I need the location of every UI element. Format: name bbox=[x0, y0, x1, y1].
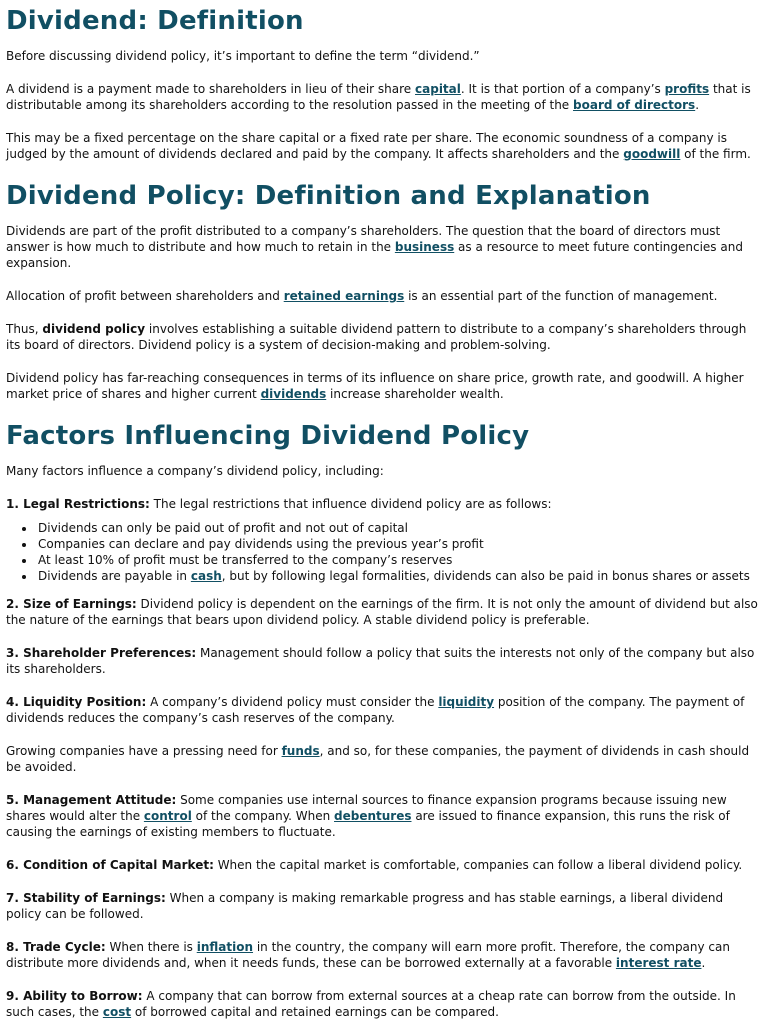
paragraph-thus-dividend-policy bbox=[6, 321, 762, 353]
factor-legal-restrictions bbox=[6, 496, 762, 512]
paragraph-dividend-soundness bbox=[6, 130, 762, 162]
text: A company that can borrow from external sources at a cheap rate can borrow from the outside. In such cases, the bbox=[6, 989, 736, 1019]
text: Thus, bbox=[6, 322, 43, 336]
text: Some companies use internal sources to finance expansion programs because issuing new shares would alter the bbox=[6, 793, 727, 823]
text: that is distributable among its shareholders according to the resolution passed in the meeting of the bbox=[6, 82, 751, 112]
paragraph-growing-companies bbox=[6, 743, 762, 775]
factor-label: 8. Trade Cycle: bbox=[6, 940, 106, 954]
factor-shareholder-preferences bbox=[6, 645, 762, 677]
text: of the firm. bbox=[680, 147, 751, 161]
factor-stability-of-earnings bbox=[6, 890, 762, 922]
text: as a resource to meet future contingencies and expansion. bbox=[6, 240, 743, 270]
text: A company’s dividend policy must consider the bbox=[146, 695, 439, 709]
text: Management should follow a policy that suits the interests not only of the company but also its shareholders. bbox=[6, 646, 755, 676]
paragraph-factors-intro: Many factors influence a company’s dividend policy, including: bbox=[6, 464, 384, 478]
text: are issued to finance expansion, this runs the risk of causing the earnings of existing members to fluctuate. bbox=[6, 809, 730, 839]
text: Dividend policy is dependent on the earnings of the firm. It is not only the amount of dividend but also the nature of the earnings that bears upon dividend policy. A stable dividend policy is preferable. bbox=[6, 597, 758, 627]
factor-liquidity-position bbox=[6, 694, 762, 726]
link-control[interactable]: control bbox=[143, 809, 192, 823]
list-item bbox=[36, 568, 762, 584]
factor-trade-cycle bbox=[6, 939, 762, 971]
factor-label: 3. Shareholder Preferences: bbox=[6, 646, 197, 660]
text: is an essential part of the function of management. bbox=[404, 289, 718, 303]
text: When a company is making remarkable progress and has stable earnings, a liberal dividend policy can be followed. bbox=[6, 891, 724, 921]
text: of the company. When bbox=[191, 809, 335, 823]
link-debentures[interactable]: debentures bbox=[334, 809, 412, 823]
link-funds[interactable]: funds bbox=[281, 744, 320, 758]
text: When the capital market is comfortable, companies can follow a liberal dividend policy. bbox=[213, 858, 743, 872]
factor-label: 2. Size of Earnings: bbox=[6, 597, 137, 611]
factor-size-of-earnings bbox=[6, 596, 762, 628]
paragraph-dividend-meaning bbox=[6, 81, 762, 113]
text: Dividends are payable in bbox=[38, 569, 191, 583]
paragraph-allocation bbox=[6, 288, 762, 304]
text: , and so, for these companies, the payment of dividends in cash should be avoided. bbox=[6, 744, 750, 774]
paragraph-intro: Before discussing dividend policy, it’s important to define the term “dividend.” bbox=[6, 49, 480, 63]
list-item: • Companies can declare and pay dividends using the previous year’s profit bbox=[36, 536, 762, 552]
link-retained-earnings[interactable]: retained earnings bbox=[283, 289, 405, 303]
link-cash[interactable]: cash bbox=[190, 569, 222, 583]
factor-label: 1. Legal Restrictions: bbox=[6, 497, 150, 511]
link-dividends[interactable]: dividends bbox=[260, 387, 327, 401]
text: involves establishing a suitable dividend pattern to distribute to a company’s shareholders through its board of directors. Dividend policy is a system of decision-making and problem-solving. bbox=[6, 322, 747, 352]
text: Dividends are part of the profit distributed to a company’s shareholders. The question that the board of directors must answer is how much to distribute and how much to retain in the bbox=[6, 224, 721, 254]
text: . bbox=[701, 956, 706, 970]
link-liquidity[interactable]: liquidity bbox=[438, 695, 495, 709]
link-board-of-directors[interactable]: board of directors bbox=[573, 98, 696, 112]
factor-label: 5. Management Attitude: bbox=[6, 793, 177, 807]
text: Allocation of profit between shareholders and bbox=[6, 289, 284, 303]
list-item: • Dividends can only be paid out of profit and not out of capital bbox=[36, 520, 762, 536]
link-capital[interactable]: capital bbox=[415, 82, 461, 96]
text: , but by following legal formalities, dividends can also be paid in bonus shares or assets bbox=[221, 569, 750, 583]
factor-ability-to-borrow bbox=[6, 988, 762, 1020]
heading-factors: Factors Influencing Dividend Policy bbox=[6, 421, 530, 451]
heading-dividend-policy: Dividend Policy: Definition and Explanation bbox=[6, 181, 651, 211]
text: of borrowed capital and retained earnings can be compared. bbox=[131, 1005, 499, 1019]
link-goodwill[interactable]: goodwill bbox=[623, 147, 681, 161]
factor-management-attitude bbox=[6, 792, 762, 840]
text: Growing companies have a pressing need for bbox=[6, 744, 282, 758]
factor-label: 6. Condition of Capital Market: bbox=[6, 858, 214, 872]
text: The legal restrictions that influence dividend policy are as follows: bbox=[149, 497, 552, 511]
factor-label: 7. Stability of Earnings: bbox=[6, 891, 166, 905]
link-inflation[interactable]: inflation bbox=[196, 940, 254, 954]
text: . bbox=[695, 98, 700, 112]
text: A dividend is a payment made to shareholders in lieu of their share bbox=[6, 82, 416, 96]
bold-dividend-policy: dividend policy bbox=[42, 322, 146, 336]
text: This may be a fixed percentage on the share capital or a fixed rate per share. The economic soundness of a company is judged by the amount of dividends declared and paid by the company. It affects shareholders and the bbox=[6, 131, 727, 161]
text: increase shareholder wealth. bbox=[326, 387, 504, 401]
factor-label: 9. Ability to Borrow: bbox=[6, 989, 143, 1003]
paragraph-dividends-part-of-profit bbox=[6, 223, 762, 271]
link-business[interactable]: business bbox=[394, 240, 455, 254]
legal-restrictions-list bbox=[6, 520, 762, 584]
factor-capital-market bbox=[6, 857, 762, 873]
link-interest-rate[interactable]: interest rate bbox=[615, 956, 702, 970]
list-item: • At least 10% of profit must be transferred to the company’s reserves bbox=[36, 552, 762, 568]
text: position of the company. The payment of dividends reduces the company’s cash reserves of the company. bbox=[6, 695, 745, 725]
factor-label: 4. Liquidity Position: bbox=[6, 695, 147, 709]
text: . It is that portion of a company’s bbox=[460, 82, 665, 96]
paragraph-consequences bbox=[6, 370, 762, 402]
heading-dividend-definition: Dividend: Definition bbox=[6, 6, 304, 36]
text: Dividend policy has far-reaching consequences in terms of its influence on share price, growth rate, and goodwill. A higher market price of shares and higher current bbox=[6, 371, 744, 401]
link-cost[interactable]: cost bbox=[102, 1005, 132, 1019]
link-profits[interactable]: profits bbox=[664, 82, 710, 96]
text: in the country, the company will earn more profit. Therefore, the company can distribute more dividends and, when it needs funds, these can be borrowed externally at a favorable bbox=[6, 940, 730, 970]
text: When there is bbox=[105, 940, 197, 954]
